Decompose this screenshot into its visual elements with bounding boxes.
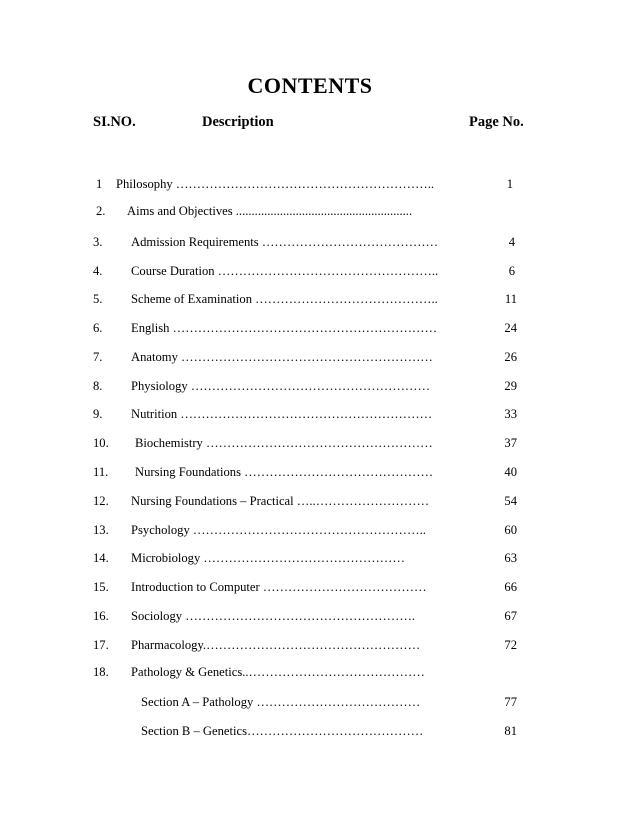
row-description: Sociology ……………………………………………….: [131, 609, 416, 623]
row-page: 33: [504, 407, 517, 421]
row-page: 24: [504, 321, 517, 335]
toc-row: [0, 232, 638, 252]
row-description: Nursing Foundations ………………………………………: [135, 465, 434, 479]
row-description: Pathology & Genetics..……………………………………: [131, 665, 425, 679]
row-page: 11: [504, 292, 517, 306]
row-description: Nutrition ……………………………………………………: [131, 407, 433, 421]
toc-row: [0, 433, 638, 453]
row-page: 60: [504, 523, 517, 537]
row-description: Pharmacology.……………………………………………: [131, 638, 421, 652]
row-number: 10.: [93, 436, 109, 450]
row-description: Aims and Objectives ........................................................: [127, 204, 413, 218]
row-number: 12.: [93, 494, 109, 508]
row-number: 2.: [96, 204, 106, 218]
row-page: 26: [504, 350, 517, 364]
row-description: Section A – Pathology …………………………………: [141, 695, 421, 709]
toc-row: [0, 376, 638, 396]
row-description: Biochemistry ………………………………………………: [135, 436, 433, 450]
row-description: Anatomy ……………………………………………………: [131, 350, 433, 364]
row-number: 15.: [93, 580, 109, 594]
toc-row: [0, 174, 638, 194]
row-description: Course Duration ……………………………………………..: [131, 264, 439, 278]
toc-row: [0, 491, 638, 511]
toc-row: [0, 462, 638, 482]
row-number: 1: [96, 177, 103, 191]
row-number: 18.: [93, 665, 109, 679]
row-number: 8.: [93, 379, 103, 393]
row-number: 11.: [93, 465, 109, 479]
row-page: 72: [504, 638, 517, 652]
row-page: 29: [504, 379, 517, 393]
toc-row: [0, 289, 638, 309]
toc-row: [0, 520, 638, 540]
row-page: 1: [506, 177, 513, 191]
row-description: Section B – Genetics……………………………………: [141, 724, 424, 738]
toc-row: [0, 692, 638, 712]
row-page: 77: [504, 695, 517, 709]
row-page: 63: [504, 551, 517, 565]
toc-row: [0, 548, 638, 568]
row-description: Microbiology …………………………………………: [131, 551, 405, 565]
row-description: English ………………………………………………………: [131, 321, 438, 335]
header-sl-no: SI.NO.: [93, 114, 136, 130]
row-page: 67: [504, 609, 517, 623]
toc-row: [0, 261, 638, 281]
toc-row: [0, 635, 638, 655]
row-number: 3.: [93, 235, 103, 249]
row-number: 5.: [93, 292, 103, 306]
row-number: 17.: [93, 638, 109, 652]
row-description: Physiology …………………………………………………: [131, 379, 431, 393]
toc-row: [0, 201, 638, 221]
toc-row: [0, 404, 638, 424]
row-number: 13.: [93, 523, 109, 537]
row-page: 54: [504, 494, 517, 508]
row-number: 9.: [93, 407, 103, 421]
row-number: 7.: [93, 350, 103, 364]
row-number: 4.: [93, 264, 103, 278]
row-number: 14.: [93, 551, 109, 565]
row-page: 66: [504, 580, 517, 594]
row-page: 81: [504, 724, 517, 738]
row-description: Admission Requirements ……………………………………: [131, 235, 439, 249]
row-description: Scheme of Examination ……………………………………..: [131, 292, 438, 306]
header-description: Description: [202, 114, 274, 130]
row-description: Psychology ………………………………………………..: [131, 523, 426, 537]
toc-row: [0, 606, 638, 626]
header-page-no: Page No.: [469, 114, 524, 130]
contents-title: CONTENTS: [247, 73, 373, 98]
toc-row: [0, 662, 638, 682]
row-number: 6.: [93, 321, 103, 335]
toc-row: [0, 347, 638, 367]
row-page: 40: [504, 465, 517, 479]
row-description: Philosophy ……………………………………………………..: [116, 177, 435, 191]
toc-row: [0, 577, 638, 597]
toc-row: [0, 318, 638, 338]
row-number: 16.: [93, 609, 109, 623]
row-page: 6: [508, 264, 515, 278]
row-page: 4: [508, 235, 515, 249]
row-description: Nursing Foundations – Practical …..………………………: [131, 494, 430, 508]
row-description: Introduction to Computer …………………………………: [131, 580, 427, 594]
toc-row: [0, 721, 638, 741]
row-page: 37: [504, 436, 517, 450]
